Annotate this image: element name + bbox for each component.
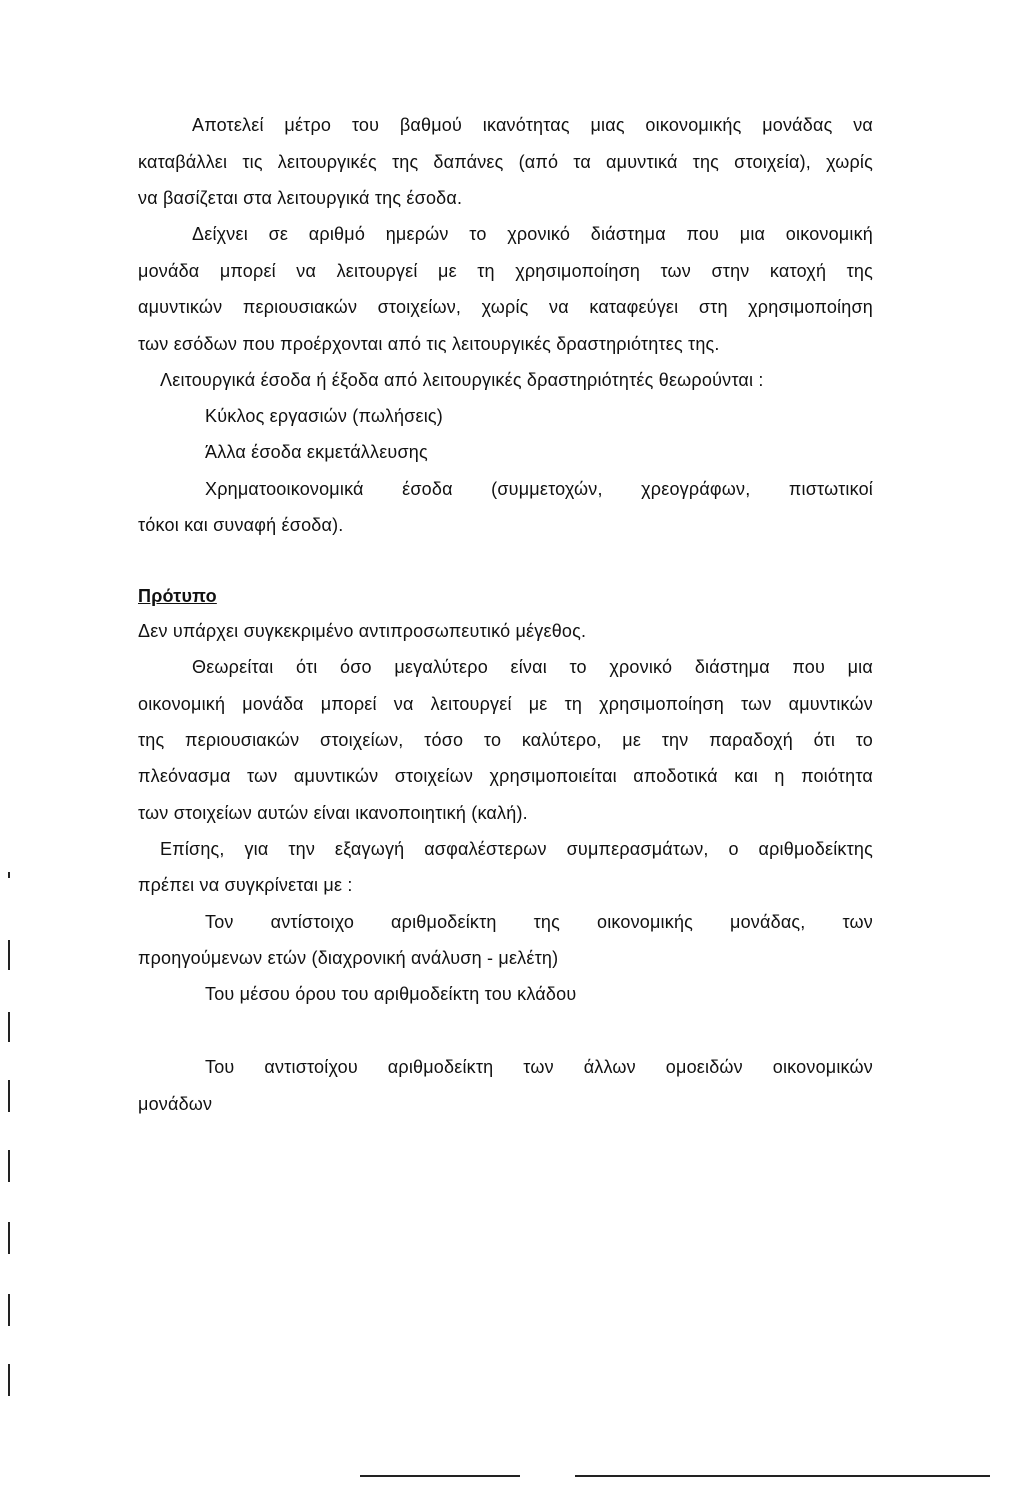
compare-item-3-line-2: μονάδων [138,1094,213,1114]
p2-line-4: των εσόδων που προέρχονται από τις λειτουργικές δραστηριότητες της. [138,334,720,354]
margin-mark [8,1364,10,1396]
p6-line-2: πρέπει να συγκρίνεται με : [138,875,353,895]
p5-line-1: Θεωρείται ότι όσο μεγαλύτερο είναι το χρονικό διάστημα που μια [192,657,873,677]
compare-item-2: Του μέσου όρου του αριθμοδείκτη του κλάδου [205,984,577,1004]
footer-rule [360,1475,520,1477]
margin-mark [8,1012,10,1042]
p3-item-3-line-2: τόκοι και συναφή έσοδα). [138,515,344,535]
p5-line-5: των στοιχείων αυτών είναι ικανοποιητική (καλή). [138,803,528,823]
p5-line-4: πλεόνασμα των αμυντικών στοιχείων χρησιμοποιείται αποδοτικά και η ποιότητα [138,766,873,786]
section-heading: Πρότυπο [138,586,217,606]
p1-line-3: να βασίζεται στα λειτουργικά της έσοδα. [138,188,463,208]
p5-line-3: της περιουσιακών στοιχείων, τόσο το καλύτερο, με την παραδοχή ότι το [138,730,873,750]
p1-line-2: καταβάλλει τις λειτουργικές της δαπάνες (από τα αμυντικά της στοιχεία), χωρίς [138,152,873,172]
p6-line-1: Επίσης, για την εξαγωγή ασφαλέστερων συμπερασμάτων, ο αριθμοδείκτης [160,839,873,859]
p2-line-1: Δείχνει σε αριθμό ημερών το χρονικό διάστημα που μια οικονομική [192,224,873,244]
p5-line-2: οικονομική μονάδα μπορεί να λειτουργεί με τη χρησιμοποίηση των αμυντικών [138,694,873,714]
p4-line: Δεν υπάρχει συγκεκριμένο αντιπροσωπευτικό μέγεθος. [138,621,587,641]
p3-item-2: Άλλα έσοδα εκμετάλλευσης [205,442,428,462]
compare-item-1-line-2: προηγούμενων ετών (διαχρονική ανάλυση - μελέτη) [138,948,559,968]
footer-rule [575,1475,990,1477]
p1-line-1: Αποτελεί μέτρο του βαθμού ικανότητας μιας οικονομικής μονάδας να [192,115,873,135]
p3-intro: Λειτουργικά έσοδα ή έξοδα από λειτουργικές δραστηριότητές θεωρούνται : [160,370,764,390]
margin-mark [8,1080,10,1112]
margin-mark [8,1294,10,1326]
margin-mark [8,872,10,878]
p2-line-3: αμυντικών περιουσιακών στοιχείων, χωρίς να καταφεύγει στη χρησιμοποίηση [138,297,873,317]
margin-mark [8,1222,10,1254]
p3-item-1: Κύκλος εργασιών (πωλήσεις) [205,406,443,426]
p2-line-2: μονάδα μπορεί να λειτουργεί με τη χρησιμοποίηση των στην κατοχή της [138,261,873,281]
compare-item-3-line-1: Του αντιστοίχου αριθμοδείκτη των άλλων ομοειδών οικονομικών [205,1057,873,1077]
p3-item-3-line-1: Χρηματοοικονομικά έσοδα (συμμετοχών, χρεογράφων, πιστωτικοί [205,479,873,499]
margin-mark [8,1150,10,1182]
margin-mark [8,940,10,970]
compare-item-1-line-1: Τον αντίστοιχο αριθμοδείκτη της οικονομικής μονάδας, των [205,912,873,932]
